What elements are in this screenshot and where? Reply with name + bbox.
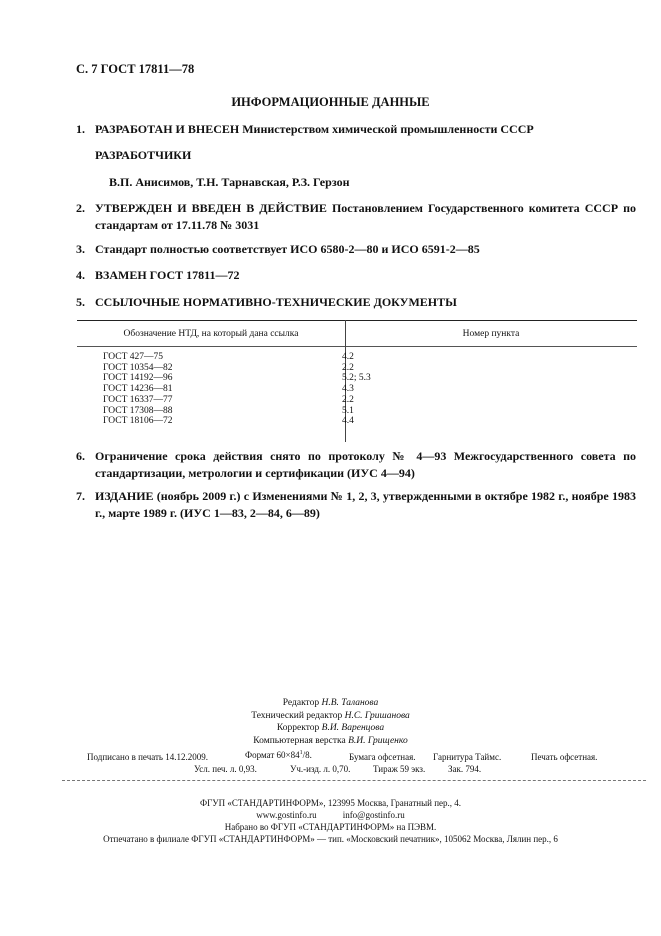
section-7-text: ИЗДАНИЕ (ноябрь 2009 г.) с Изменениями № 1, 2, 3, утвержденными в октябре 1982 г., ноябре 1983 г., марте 1989 г. (ИУС 1—83, 2—84, 6—89) bbox=[95, 489, 636, 520]
editorial-credits bbox=[0, 697, 661, 747]
section-3: 3. Стандарт полностью соответствует ИСО 6580-2—80 и ИСО 6591-2—85 bbox=[76, 242, 480, 256]
print-format: Формат $60\times 84^1/8$. bbox=[245, 750, 312, 760]
imprint-website[interactable]: www.gostinfo.ru bbox=[256, 810, 317, 820]
imprint-publisher: ФГУП «СТАНДАРТИНФОРМ», 123995 Москва, Гранатный пер., 4. bbox=[199, 798, 462, 808]
table-top-rule bbox=[77, 320, 637, 321]
section-6-text: Ограничение срока действия снято по протоколу № 4—93 Межгосударственного совета по стандартизации, метрологии и сертификации (ИУС 4—94) bbox=[95, 449, 636, 480]
print-pub-sheets: Уч.-изд. л. 0,70. bbox=[290, 764, 351, 774]
table-header-doc: Обозначение НТД, на который дана ссылка bbox=[123, 329, 299, 339]
section-4: 4. ВЗАМЕН ГОСТ 17811—72 bbox=[76, 268, 240, 282]
section-1-text: РАЗРАБОТАН И ВНЕСЕН Министерством химической промышленности СССР bbox=[95, 122, 534, 136]
imprint-email[interactable]: info@gostinfo.ru bbox=[342, 810, 405, 820]
layout-line: Компьютерная верстка В.И. Грищенко bbox=[253, 735, 408, 746]
table-header-rule bbox=[77, 346, 637, 347]
print-order: Зак. 794. bbox=[448, 764, 482, 774]
print-font: Гарнитура Таймс. bbox=[433, 752, 502, 762]
ref-clause-cell: 4.2 bbox=[342, 352, 354, 362]
developers-heading: РАЗРАБОТЧИКИ bbox=[95, 148, 192, 162]
print-copies: Тираж 59 экз. bbox=[373, 764, 426, 774]
ref-doc-cell: ГОСТ 14192—96 bbox=[103, 373, 173, 384]
developers-names: В.П. Анисимов, Т.Н. Тарнавская, Р.З. Герзон bbox=[109, 175, 350, 189]
imprint-printed: Отпечатано в филиале ФГУП «СТАНДАРТИНФОРМ» — тип. «Московский печатник», 105062 Москва, Лялин пер., 6 bbox=[103, 834, 558, 844]
table-row bbox=[103, 363, 371, 374]
table-row bbox=[103, 395, 371, 406]
section-5: 5. ССЫЛОЧНЫЕ НОРМАТИВНО-ТЕХНИЧЕСКИЕ ДОКУМЕНТЫ bbox=[76, 295, 457, 309]
section-5-text: ССЫЛОЧНЫЕ НОРМАТИВНО-ТЕХНИЧЕСКИЕ ДОКУМЕНТЫ bbox=[95, 295, 457, 309]
editor-line: Редактор Н.В. Таланова bbox=[282, 698, 379, 708]
table-row bbox=[103, 384, 371, 395]
section-2: 2. УТВЕРЖДЕН И ВВЕДЕН В ДЕЙСТВИЕ Постановлением Государственного комитета СССР по стандартам от 17.11.78 № 3031 bbox=[76, 201, 636, 232]
table-row bbox=[103, 416, 371, 427]
ref-doc-cell: ГОСТ 10354—82 bbox=[103, 362, 173, 373]
ref-clause-cell: 2.2 bbox=[342, 362, 354, 373]
proofreader-line: Корректор В.И. Варенцова bbox=[276, 723, 385, 733]
tech-editor-line: Технический редактор Н.С. Гришанова bbox=[251, 710, 410, 721]
ref-doc-cell: ГОСТ 14236—81 bbox=[103, 384, 173, 395]
print-paper: Бумага офсетная. bbox=[349, 752, 416, 762]
ref-doc-cell: ГОСТ 17308—88 bbox=[103, 405, 173, 416]
print-signed: Подписано в печать 14.12.2009. bbox=[87, 752, 209, 762]
ref-clause-cell: 4.4 bbox=[342, 416, 354, 427]
page-title: ИНФОРМАЦИОННЫЕ ДАННЫЕ bbox=[231, 95, 430, 109]
page-header: С. 7 ГОСТ 17811—78 bbox=[76, 62, 195, 76]
section-6: 6. Ограничение срока действия снято по протоколу № 4—93 Межгосударственного совета по стандартизации, метрологии и сертификации (ИУС 4—94) bbox=[76, 449, 636, 480]
section-2-text: УТВЕРЖДЕН И ВВЕДЕН В ДЕЙСТВИЕ Постановлением Государственного комитета СССР по стандартам от 17.11.78 № 3031 bbox=[95, 201, 636, 232]
section-4-text: ВЗАМЕН ГОСТ 17811—72 bbox=[95, 268, 240, 282]
ref-doc-cell: ГОСТ 427—75 bbox=[103, 352, 163, 362]
ref-clause-cell: 5.1 bbox=[342, 405, 354, 416]
table-row bbox=[103, 352, 371, 363]
ref-doc-cell: ГОСТ 16337—77 bbox=[103, 394, 173, 405]
section-7: 7. ИЗДАНИЕ (ноябрь 2009 г.) с Изменениями № 1, 2, 3, утвержденными в октябре 1982 г., ноябре 1983 г., марте 1989 г. (ИУС 1—83, 2—84, 6—89) bbox=[76, 489, 636, 520]
imprint-contacts bbox=[0, 809, 661, 821]
imprint bbox=[0, 797, 661, 845]
ref-clause-cell: 5.2; 5.3 bbox=[342, 373, 371, 384]
table-row bbox=[103, 406, 371, 417]
print-sheets: Усл. печ. л. 0,93. bbox=[194, 764, 257, 774]
ref-doc-cell: ГОСТ 18106—72 bbox=[103, 416, 173, 427]
ref-clause-cell: 4.3 bbox=[342, 384, 354, 395]
imprint-typeset: Набрано во ФГУП «СТАНДАРТИНФОРМ» на ПЭВМ. bbox=[224, 822, 437, 832]
ref-table-body bbox=[103, 352, 371, 427]
ref-clause-cell: 2.2 bbox=[342, 394, 354, 405]
section-1: 1. РАЗРАБОТАН И ВНЕСЕН Министерством химической промышленности СССР bbox=[76, 122, 534, 136]
imprint-separator bbox=[62, 780, 646, 781]
table-header-clause: Номер пункта bbox=[462, 329, 520, 339]
section-3-text: Стандарт полностью соответствует ИСО 6580-2—80 и ИСО 6591-2—85 bbox=[95, 242, 480, 256]
print-method: Печать офсетная. bbox=[531, 752, 598, 762]
table-row bbox=[103, 373, 371, 384]
